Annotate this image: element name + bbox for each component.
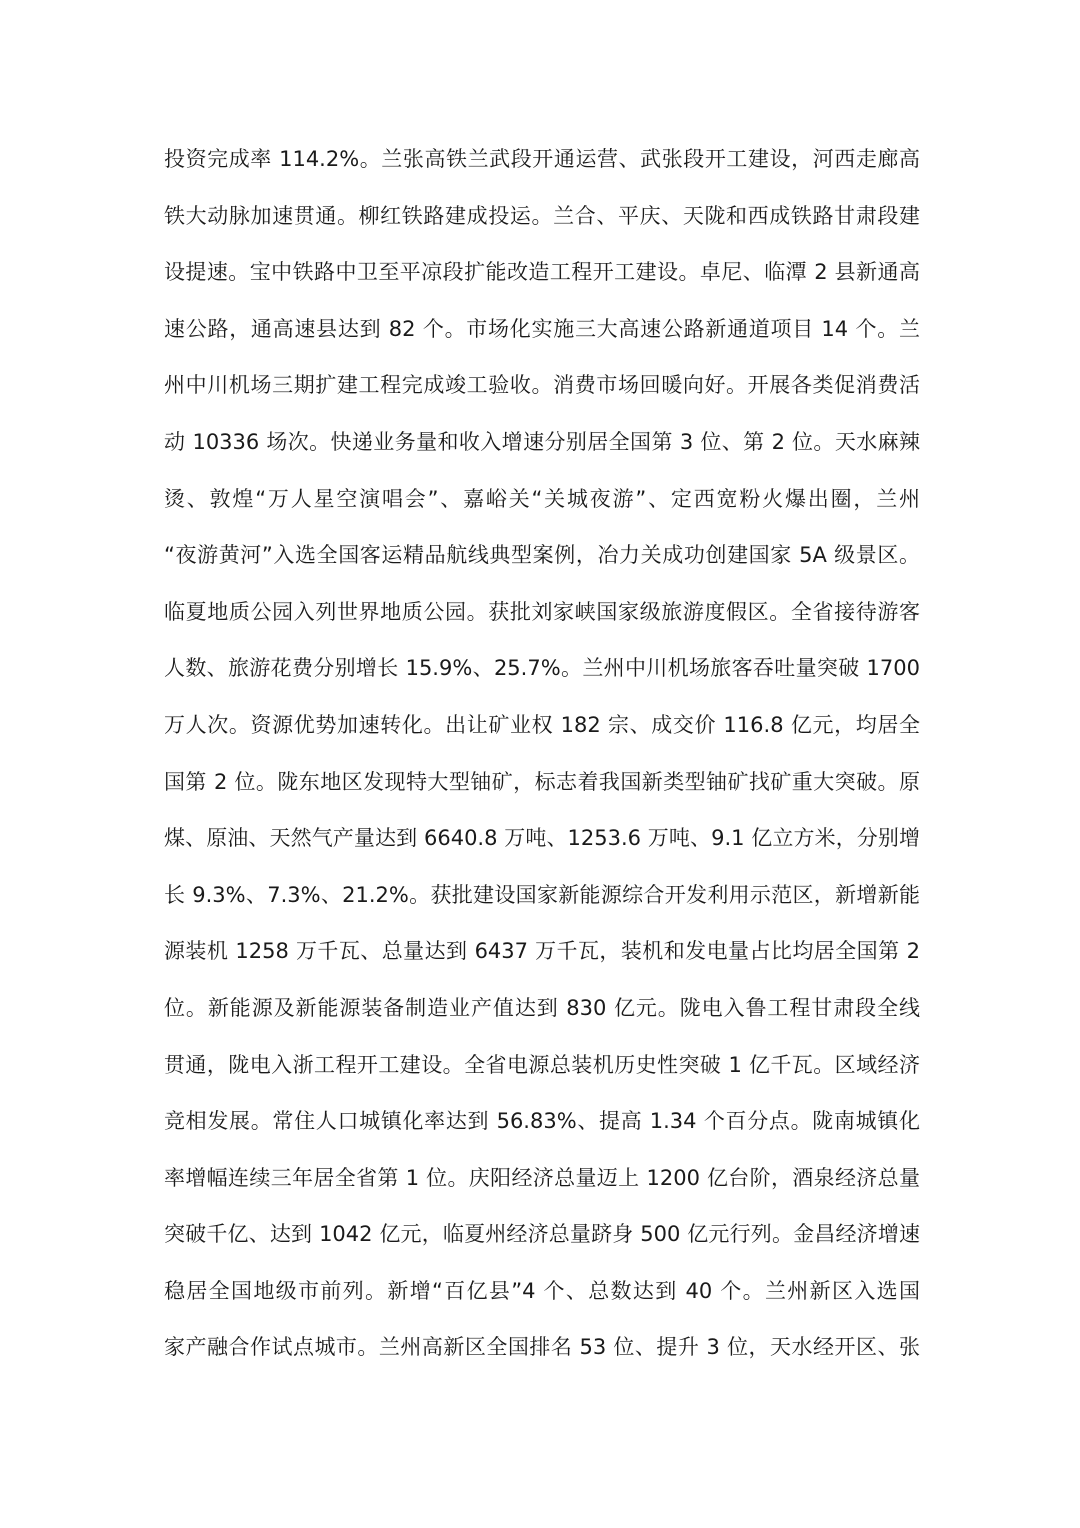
- text-line: 速公路，通高速县达到 82 个。市场化实施三大高速公路新通道项目 14 个。兰: [164, 316, 920, 341]
- text-line: 家产融合作试点城市。兰州高新区全国排名 53 位、提升 3 位，天水经开区、张: [164, 1335, 920, 1360]
- text-line: 稳居全国地级市前列。新增“百亿县”4 个、总数达到 40 个。兰州新区入选国: [164, 1278, 920, 1303]
- text-line: 国第 2 位。陇东地区发现特大型铀矿，标志着我国新类型铀矿找矿重大突破。原: [164, 769, 920, 794]
- text-line: 铁大动脉加速贯通。柳红铁路建成投运。兰合、平庆、天陇和西成铁路甘肃段建: [164, 203, 920, 228]
- text-line: 煤、原油、天然气产量达到 6640.8 万吨、1253.6 万吨、9.1 亿立方米，分别增: [164, 826, 920, 851]
- text-line: 设提速。宝中铁路中卫至平凉段扩能改造工程开工建设。卓尼、临潭 2 县新通高: [164, 260, 920, 285]
- text-line: 突破千亿、达到 1042 亿元，临夏州经济总量跻身 500 亿元行列。金昌经济增速: [164, 1222, 920, 1247]
- text-line: 州中川机场三期扩建工程完成竣工验收。消费市场回暖向好。开展各类促消费活: [164, 373, 920, 398]
- text-line: 动 10336 场次。快递业务量和收入增速分别居全国第 3 位、第 2 位。天水麻辣: [164, 429, 920, 454]
- text-line: 竞相发展。常住人口城镇化率达到 56.83%、提高 1.34 个百分点。陇南城镇化: [164, 1109, 920, 1134]
- text-line: 投资完成率 114.2%。兰张高铁兰武段开通运营、武张段开工建设，河西走廊高: [164, 147, 920, 171]
- text-line: 长 9.3%、7.3%、21.2%。获批建设国家新能源综合开发利用示范区，新增新能: [164, 882, 920, 907]
- text-line: 烫、敦煌“万人星空演唱会”、嘉峪关“关城夜游”、定西宽粉火爆出圈，兰州: [164, 486, 920, 511]
- text-line: 万人次。资源优势加速转化。出让矿业权 182 宗、成交价 116.8 亿元，均居全: [164, 712, 920, 737]
- text-line: “夜游黄河”入选全国客运精品航线典型案例，冶力关成功创建国家 5A 级景区。: [164, 543, 920, 568]
- text-line: 贯通，陇电入浙工程开工建设。全省电源总装机历史性突破 1 亿千瓦。区域经济: [164, 1052, 920, 1077]
- body-text: [164, 131, 920, 1376]
- text-line: 源装机 1258 万千瓦、总量达到 6437 万千瓦，装机和发电量占比均居全国第 2: [164, 939, 920, 964]
- text-line: 率增幅连续三年居全省第 1 位。庆阳经济总量迈上 1200 亿台阶，酒泉经济总量: [164, 1165, 920, 1190]
- text-line: 临夏地质公园入列世界地质公园。获批刘家峡国家级旅游度假区。全省接待游客: [164, 599, 920, 624]
- text-line: 位。新能源及新能源装备制造业产值达到 830 亿元。陇电入鲁工程甘肃段全线: [164, 995, 920, 1020]
- text-line: 人数、旅游花费分别增长 15.9%、25.7%。兰州中川机场旅客吞吐量突破 1700: [164, 656, 920, 681]
